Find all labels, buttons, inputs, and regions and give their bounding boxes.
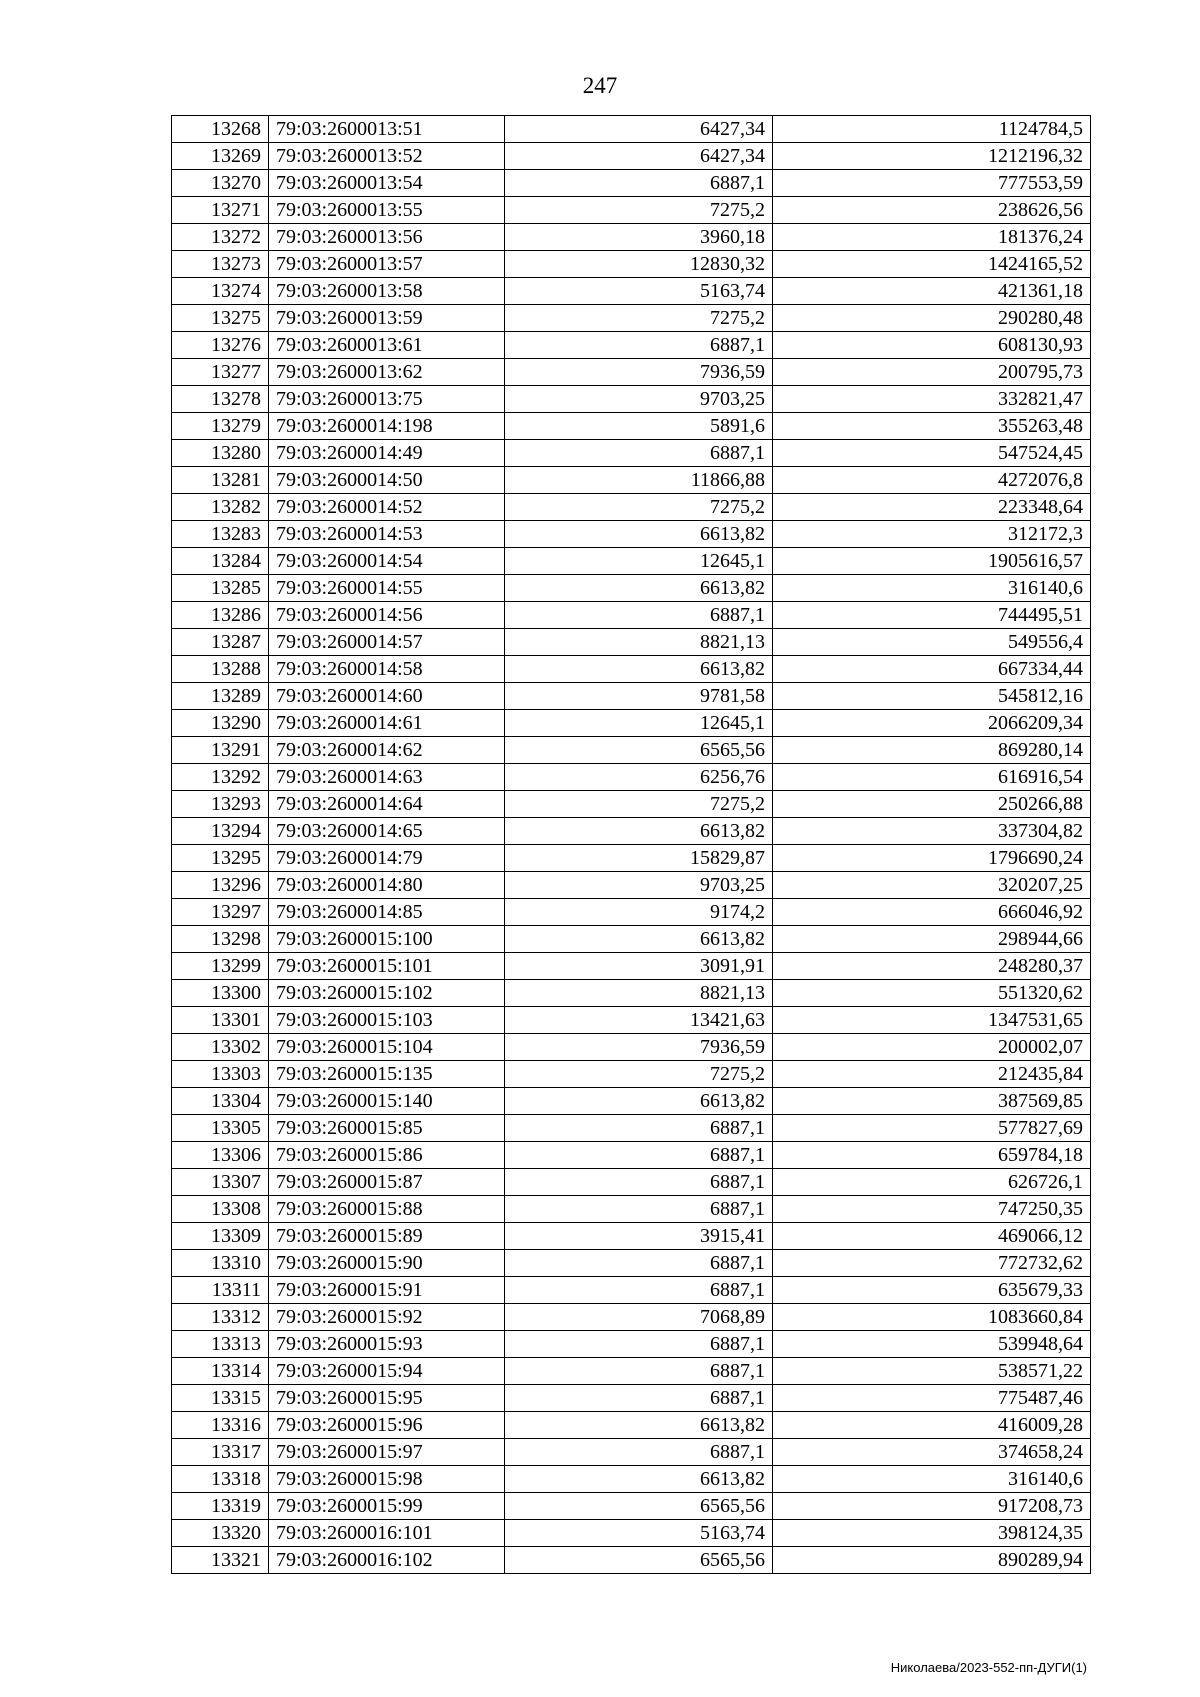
- cadastral-number-cell: 79:03:2600015:100: [269, 926, 505, 953]
- cadastral-value-cell: 355263,48: [773, 413, 1091, 440]
- area-cell: 6565,56: [505, 737, 773, 764]
- table-row: [172, 1493, 1091, 1520]
- table-row: [172, 359, 1091, 386]
- area-cell: 7275,2: [505, 305, 773, 332]
- cadastral-number-cell: 79:03:2600014:50: [269, 467, 505, 494]
- table-row: [172, 1088, 1091, 1115]
- area-cell: 6887,1: [505, 1358, 773, 1385]
- cadastral-value-cell: 547524,45: [773, 440, 1091, 467]
- table-row: [172, 602, 1091, 629]
- cadastral-number-cell: 79:03:2600013:54: [269, 170, 505, 197]
- row-number-cell: 13269: [172, 143, 269, 170]
- row-number-cell: 13300: [172, 980, 269, 1007]
- table-row: [172, 1169, 1091, 1196]
- row-number-cell: 13292: [172, 764, 269, 791]
- area-cell: 6887,1: [505, 170, 773, 197]
- row-number-cell: 13317: [172, 1439, 269, 1466]
- cadastral-number-cell: 79:03:2600014:62: [269, 737, 505, 764]
- cadastral-number-cell: 79:03:2600014:79: [269, 845, 505, 872]
- row-number-cell: 13299: [172, 953, 269, 980]
- cadastral-number-cell: 79:03:2600014:49: [269, 440, 505, 467]
- row-number-cell: 13304: [172, 1088, 269, 1115]
- cadastral-value-cell: 538571,22: [773, 1358, 1091, 1385]
- cadastral-number-cell: 79:03:2600016:102: [269, 1547, 505, 1574]
- table-row: [172, 845, 1091, 872]
- area-cell: 12645,1: [505, 710, 773, 737]
- area-cell: 6887,1: [505, 1250, 773, 1277]
- table-row: [172, 1331, 1091, 1358]
- area-cell: 6887,1: [505, 1169, 773, 1196]
- cadastral-number-cell: 79:03:2600013:57: [269, 251, 505, 278]
- table-row: [172, 737, 1091, 764]
- area-cell: 7275,2: [505, 197, 773, 224]
- cadastral-number-cell: 79:03:2600013:58: [269, 278, 505, 305]
- area-cell: 7068,89: [505, 1304, 773, 1331]
- cadastral-value-cell: 1347531,65: [773, 1007, 1091, 1034]
- cadastral-value-cell: 2066209,34: [773, 710, 1091, 737]
- row-number-cell: 13270: [172, 170, 269, 197]
- table-row: [172, 1412, 1091, 1439]
- row-number-cell: 13311: [172, 1277, 269, 1304]
- cadastral-value-cell: 298944,66: [773, 926, 1091, 953]
- cadastral-number-cell: 79:03:2600015:95: [269, 1385, 505, 1412]
- row-number-cell: 13278: [172, 386, 269, 413]
- area-cell: 3960,18: [505, 224, 773, 251]
- area-cell: 3915,41: [505, 1223, 773, 1250]
- table-row: [172, 1439, 1091, 1466]
- cadastral-number-cell: 79:03:2600014:60: [269, 683, 505, 710]
- cadastral-value-cell: 667334,44: [773, 656, 1091, 683]
- cadastral-value-cell: 608130,93: [773, 332, 1091, 359]
- cadastral-number-cell: 79:03:2600015:94: [269, 1358, 505, 1385]
- cadastral-number-cell: 79:03:2600014:65: [269, 818, 505, 845]
- cadastral-value-cell: 1083660,84: [773, 1304, 1091, 1331]
- table-row: [172, 170, 1091, 197]
- cadastral-value-cell: 1424165,52: [773, 251, 1091, 278]
- row-number-cell: 13321: [172, 1547, 269, 1574]
- cadastral-value-cell: 744495,51: [773, 602, 1091, 629]
- area-cell: 8821,13: [505, 980, 773, 1007]
- document-reference: Николаева/2023-552-пп-ДУГИ(1): [890, 1660, 1087, 1675]
- table-body: [172, 116, 1091, 1574]
- cadastral-value-table: [171, 115, 1091, 1574]
- cadastral-value-cell: 421361,18: [773, 278, 1091, 305]
- cadastral-value-cell: 181376,24: [773, 224, 1091, 251]
- area-cell: 6427,34: [505, 143, 773, 170]
- cadastral-value-cell: 747250,35: [773, 1196, 1091, 1223]
- cadastral-number-cell: 79:03:2600013:52: [269, 143, 505, 170]
- cadastral-number-cell: 79:03:2600014:198: [269, 413, 505, 440]
- area-cell: 6256,76: [505, 764, 773, 791]
- row-number-cell: 13320: [172, 1520, 269, 1547]
- row-number-cell: 13275: [172, 305, 269, 332]
- row-number-cell: 13284: [172, 548, 269, 575]
- row-number-cell: 13309: [172, 1223, 269, 1250]
- area-cell: 5163,74: [505, 1520, 773, 1547]
- cadastral-value-cell: 387569,85: [773, 1088, 1091, 1115]
- row-number-cell: 13319: [172, 1493, 269, 1520]
- table-row: [172, 413, 1091, 440]
- area-cell: 6565,56: [505, 1493, 773, 1520]
- area-cell: 7275,2: [505, 791, 773, 818]
- cadastral-value-cell: 1796690,24: [773, 845, 1091, 872]
- area-cell: 6887,1: [505, 1115, 773, 1142]
- cadastral-number-cell: 79:03:2600015:87: [269, 1169, 505, 1196]
- cadastral-number-cell: 79:03:2600015:102: [269, 980, 505, 1007]
- row-number-cell: 13276: [172, 332, 269, 359]
- cadastral-value-cell: 416009,28: [773, 1412, 1091, 1439]
- row-number-cell: 13294: [172, 818, 269, 845]
- cadastral-number-cell: 79:03:2600015:93: [269, 1331, 505, 1358]
- cadastral-number-cell: 79:03:2600014:53: [269, 521, 505, 548]
- cadastral-value-cell: 398124,35: [773, 1520, 1091, 1547]
- table-row: [172, 764, 1091, 791]
- cadastral-number-cell: 79:03:2600015:96: [269, 1412, 505, 1439]
- cadastral-number-cell: 79:03:2600013:51: [269, 116, 505, 143]
- cadastral-number-cell: 79:03:2600014:56: [269, 602, 505, 629]
- table-row: [172, 1520, 1091, 1547]
- cadastral-number-cell: 79:03:2600015:89: [269, 1223, 505, 1250]
- cadastral-value-cell: 635679,33: [773, 1277, 1091, 1304]
- row-number-cell: 13313: [172, 1331, 269, 1358]
- row-number-cell: 13310: [172, 1250, 269, 1277]
- area-cell: 6613,82: [505, 656, 773, 683]
- table-row: [172, 575, 1091, 602]
- row-number-cell: 13288: [172, 656, 269, 683]
- row-number-cell: 13287: [172, 629, 269, 656]
- table-row: [172, 629, 1091, 656]
- area-cell: 3091,91: [505, 953, 773, 980]
- cadastral-number-cell: 79:03:2600014:80: [269, 872, 505, 899]
- row-number-cell: 13290: [172, 710, 269, 737]
- area-cell: 5163,74: [505, 278, 773, 305]
- row-number-cell: 13282: [172, 494, 269, 521]
- area-cell: 6613,82: [505, 1412, 773, 1439]
- cadastral-value-cell: 545812,16: [773, 683, 1091, 710]
- cadastral-value-cell: 332821,47: [773, 386, 1091, 413]
- area-cell: 7936,59: [505, 359, 773, 386]
- row-number-cell: 13305: [172, 1115, 269, 1142]
- area-cell: 6887,1: [505, 1439, 773, 1466]
- cadastral-number-cell: 79:03:2600015:90: [269, 1250, 505, 1277]
- table-row: [172, 1142, 1091, 1169]
- row-number-cell: 13286: [172, 602, 269, 629]
- row-number-cell: 13273: [172, 251, 269, 278]
- cadastral-number-cell: 79:03:2600015:97: [269, 1439, 505, 1466]
- table-row: [172, 1304, 1091, 1331]
- cadastral-value-cell: 777553,59: [773, 170, 1091, 197]
- cadastral-number-cell: 79:03:2600015:104: [269, 1034, 505, 1061]
- cadastral-value-cell: 238626,56: [773, 197, 1091, 224]
- cadastral-value-cell: 250266,88: [773, 791, 1091, 818]
- row-number-cell: 13272: [172, 224, 269, 251]
- cadastral-number-cell: 79:03:2600013:56: [269, 224, 505, 251]
- area-cell: 6887,1: [505, 440, 773, 467]
- area-cell: 11866,88: [505, 467, 773, 494]
- area-cell: 6887,1: [505, 1331, 773, 1358]
- area-cell: 9703,25: [505, 386, 773, 413]
- row-number-cell: 13315: [172, 1385, 269, 1412]
- cadastral-number-cell: 79:03:2600015:103: [269, 1007, 505, 1034]
- table-row: [172, 656, 1091, 683]
- cadastral-value-cell: 337304,82: [773, 818, 1091, 845]
- row-number-cell: 13268: [172, 116, 269, 143]
- area-cell: 6613,82: [505, 521, 773, 548]
- table-row: [172, 386, 1091, 413]
- row-number-cell: 13291: [172, 737, 269, 764]
- row-number-cell: 13307: [172, 1169, 269, 1196]
- table-row: [172, 710, 1091, 737]
- cadastral-number-cell: 79:03:2600015:88: [269, 1196, 505, 1223]
- row-number-cell: 13277: [172, 359, 269, 386]
- cadastral-number-cell: 79:03:2600014:57: [269, 629, 505, 656]
- table-row: [172, 818, 1091, 845]
- row-number-cell: 13296: [172, 872, 269, 899]
- area-cell: 6613,82: [505, 575, 773, 602]
- cadastral-value-cell: 577827,69: [773, 1115, 1091, 1142]
- table-row: [172, 494, 1091, 521]
- table-row: [172, 1466, 1091, 1493]
- table-row: [172, 926, 1091, 953]
- row-number-cell: 13289: [172, 683, 269, 710]
- area-cell: 12830,32: [505, 251, 773, 278]
- cadastral-value-cell: 223348,64: [773, 494, 1091, 521]
- area-cell: 6887,1: [505, 1385, 773, 1412]
- table-row: [172, 683, 1091, 710]
- cadastral-number-cell: 79:03:2600014:58: [269, 656, 505, 683]
- row-number-cell: 13271: [172, 197, 269, 224]
- area-cell: 6613,82: [505, 1466, 773, 1493]
- table-row: [172, 143, 1091, 170]
- area-cell: 7275,2: [505, 1061, 773, 1088]
- cadastral-value-cell: 1212196,32: [773, 143, 1091, 170]
- table-row: [172, 953, 1091, 980]
- cadastral-number-cell: 79:03:2600013:61: [269, 332, 505, 359]
- cadastral-value-cell: 248280,37: [773, 953, 1091, 980]
- row-number-cell: 13281: [172, 467, 269, 494]
- cadastral-number-cell: 79:03:2600016:101: [269, 1520, 505, 1547]
- cadastral-number-cell: 79:03:2600015:99: [269, 1493, 505, 1520]
- area-cell: 6613,82: [505, 818, 773, 845]
- area-cell: 12645,1: [505, 548, 773, 575]
- row-number-cell: 13306: [172, 1142, 269, 1169]
- cadastral-value-cell: 469066,12: [773, 1223, 1091, 1250]
- area-cell: 6565,56: [505, 1547, 773, 1574]
- cadastral-value-cell: 374658,24: [773, 1439, 1091, 1466]
- cadastral-number-cell: 79:03:2600014:64: [269, 791, 505, 818]
- cadastral-value-cell: 212435,84: [773, 1061, 1091, 1088]
- table-row: [172, 1196, 1091, 1223]
- area-cell: 6887,1: [505, 602, 773, 629]
- cadastral-number-cell: 79:03:2600015:92: [269, 1304, 505, 1331]
- cadastral-number-cell: 79:03:2600014:55: [269, 575, 505, 602]
- table-row: [172, 1385, 1091, 1412]
- cadastral-value-cell: 316140,6: [773, 1466, 1091, 1493]
- cadastral-value-cell: 549556,4: [773, 629, 1091, 656]
- row-number-cell: 13297: [172, 899, 269, 926]
- row-number-cell: 13312: [172, 1304, 269, 1331]
- table-row: [172, 305, 1091, 332]
- area-cell: 6613,82: [505, 926, 773, 953]
- row-number-cell: 13298: [172, 926, 269, 953]
- cadastral-number-cell: 79:03:2600013:75: [269, 386, 505, 413]
- row-number-cell: 13285: [172, 575, 269, 602]
- cadastral-value-cell: 772732,62: [773, 1250, 1091, 1277]
- table-row: [172, 332, 1091, 359]
- cadastral-number-cell: 79:03:2600015:101: [269, 953, 505, 980]
- table-row: [172, 521, 1091, 548]
- cadastral-value-cell: 312172,3: [773, 521, 1091, 548]
- cadastral-number-cell: 79:03:2600014:63: [269, 764, 505, 791]
- cadastral-number-cell: 79:03:2600014:61: [269, 710, 505, 737]
- row-number-cell: 13283: [172, 521, 269, 548]
- cadastral-number-cell: 79:03:2600015:98: [269, 1466, 505, 1493]
- cadastral-number-cell: 79:03:2600014:54: [269, 548, 505, 575]
- cadastral-number-cell: 79:03:2600013:59: [269, 305, 505, 332]
- cadastral-value-cell: 616916,54: [773, 764, 1091, 791]
- area-cell: 6887,1: [505, 1196, 773, 1223]
- cadastral-value-cell: 775487,46: [773, 1385, 1091, 1412]
- cadastral-number-cell: 79:03:2600015:140: [269, 1088, 505, 1115]
- table-row: [172, 1034, 1091, 1061]
- area-cell: 8821,13: [505, 629, 773, 656]
- area-cell: 9703,25: [505, 872, 773, 899]
- area-cell: 6887,1: [505, 1142, 773, 1169]
- row-number-cell: 13295: [172, 845, 269, 872]
- row-number-cell: 13302: [172, 1034, 269, 1061]
- cadastral-number-cell: 79:03:2600015:135: [269, 1061, 505, 1088]
- row-number-cell: 13314: [172, 1358, 269, 1385]
- row-number-cell: 13279: [172, 413, 269, 440]
- cadastral-value-cell: 551320,62: [773, 980, 1091, 1007]
- table-row: [172, 1547, 1091, 1574]
- table-row: [172, 791, 1091, 818]
- area-cell: 9781,58: [505, 683, 773, 710]
- cadastral-number-cell: 79:03:2600013:55: [269, 197, 505, 224]
- cadastral-value-cell: 200795,73: [773, 359, 1091, 386]
- table-row: [172, 467, 1091, 494]
- row-number-cell: 13274: [172, 278, 269, 305]
- table-row: [172, 1223, 1091, 1250]
- cadastral-number-cell: 79:03:2600013:62: [269, 359, 505, 386]
- table-row: [172, 224, 1091, 251]
- table-row: [172, 1007, 1091, 1034]
- table-row: [172, 278, 1091, 305]
- row-number-cell: 13280: [172, 440, 269, 467]
- cadastral-value-cell: 626726,1: [773, 1169, 1091, 1196]
- row-number-cell: 13318: [172, 1466, 269, 1493]
- cadastral-value-cell: 539948,64: [773, 1331, 1091, 1358]
- area-cell: 13421,63: [505, 1007, 773, 1034]
- table-row: [172, 1115, 1091, 1142]
- table-row: [172, 197, 1091, 224]
- cadastral-value-cell: 200002,07: [773, 1034, 1091, 1061]
- area-cell: 6887,1: [505, 1277, 773, 1304]
- cadastral-number-cell: 79:03:2600015:86: [269, 1142, 505, 1169]
- area-cell: 9174,2: [505, 899, 773, 926]
- cadastral-value-cell: 890289,94: [773, 1547, 1091, 1574]
- cadastral-number-cell: 79:03:2600014:85: [269, 899, 505, 926]
- table-row: [172, 1061, 1091, 1088]
- area-cell: 7275,2: [505, 494, 773, 521]
- row-number-cell: 13301: [172, 1007, 269, 1034]
- area-cell: 7936,59: [505, 1034, 773, 1061]
- table-row: [172, 980, 1091, 1007]
- table-row: [172, 1277, 1091, 1304]
- cadastral-value-cell: 316140,6: [773, 575, 1091, 602]
- table-row: [172, 899, 1091, 926]
- table-row: [172, 440, 1091, 467]
- table-row: [172, 548, 1091, 575]
- cadastral-value-cell: 666046,92: [773, 899, 1091, 926]
- row-number-cell: 13316: [172, 1412, 269, 1439]
- cadastral-value-cell: 917208,73: [773, 1493, 1091, 1520]
- table-row: [172, 251, 1091, 278]
- cadastral-number-cell: 79:03:2600015:91: [269, 1277, 505, 1304]
- cadastral-value-cell: 4272076,8: [773, 467, 1091, 494]
- row-number-cell: 13293: [172, 791, 269, 818]
- area-cell: 6613,82: [505, 1088, 773, 1115]
- table-row: [172, 872, 1091, 899]
- cadastral-value-cell: 869280,14: [773, 737, 1091, 764]
- cadastral-value-cell: 659784,18: [773, 1142, 1091, 1169]
- cadastral-number-cell: 79:03:2600015:85: [269, 1115, 505, 1142]
- row-number-cell: 13308: [172, 1196, 269, 1223]
- cadastral-value-cell: 290280,48: [773, 305, 1091, 332]
- cadastral-value-cell: 1905616,57: [773, 548, 1091, 575]
- cadastral-number-cell: 79:03:2600014:52: [269, 494, 505, 521]
- row-number-cell: 13303: [172, 1061, 269, 1088]
- table-row: [172, 1250, 1091, 1277]
- cadastral-value-cell: 320207,25: [773, 872, 1091, 899]
- table-row: [172, 116, 1091, 143]
- page-number: 247: [582, 73, 618, 98]
- area-cell: 6427,34: [505, 116, 773, 143]
- table-row: [172, 1358, 1091, 1385]
- area-cell: 6887,1: [505, 332, 773, 359]
- area-cell: 15829,87: [505, 845, 773, 872]
- area-cell: 5891,6: [505, 413, 773, 440]
- cadastral-value-cell: 1124784,5: [773, 116, 1091, 143]
